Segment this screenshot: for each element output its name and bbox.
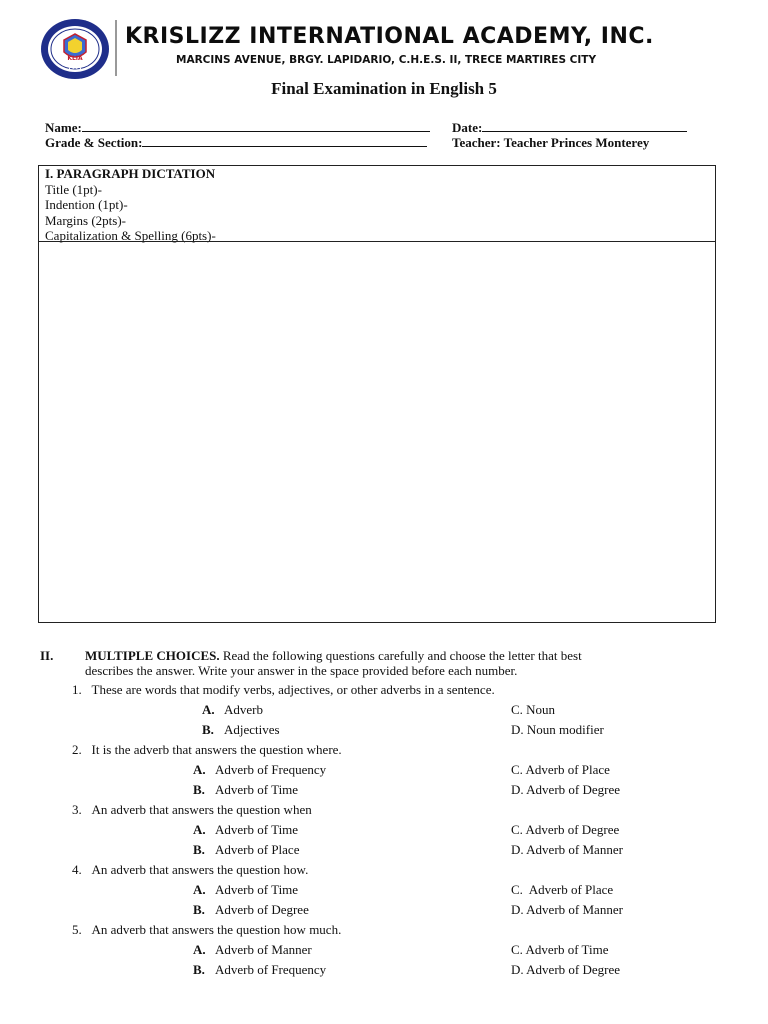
option-d[interactable]: D. Adverb of Degree (511, 782, 621, 797)
teacher-label: Teacher: Teacher Princes Monterey (452, 135, 650, 150)
question-text: These are words that modify verbs, adjectives, or other adverbs in a sentence. (91, 682, 495, 697)
option-b[interactable]: B. Adverb of Degree (193, 902, 309, 917)
section1-heading: I. PARAGRAPH DICTATION (45, 166, 216, 181)
question-5 (72, 922, 341, 938)
option-d[interactable]: D. Noun modifier (511, 722, 604, 737)
option-c[interactable]: C. Noun (511, 702, 556, 717)
question-number: 1. (72, 682, 82, 697)
section2-number: II. (40, 648, 54, 663)
criterion-indention: Indention (1pt)- (45, 197, 128, 212)
question-text: An adverb that answers the question how much. (91, 922, 342, 937)
dictation-writing-area[interactable] (38, 241, 716, 623)
criterion-title: Title (1pt)- (45, 181, 102, 197)
name-field[interactable] (45, 120, 430, 136)
option-d[interactable]: D. Adverb of Degree (511, 962, 621, 977)
grade-section-field[interactable] (45, 135, 427, 151)
option-a[interactable]: A. Adverb of Manner (193, 942, 312, 957)
name-blank[interactable] (82, 120, 430, 132)
date-label: Date: (452, 120, 483, 135)
option-a[interactable]: A. Adverb of Frequency (193, 762, 327, 777)
school-logo (40, 18, 110, 80)
grade-section-label: Grade & Section: (45, 135, 143, 150)
question-number: 3. (72, 802, 82, 817)
question-3 (72, 802, 312, 818)
instruction-line1: Read the following questions carefully and choose the letter that best (222, 648, 582, 663)
date-field[interactable] (452, 120, 687, 136)
grade-section-blank[interactable] (142, 135, 427, 147)
option-c[interactable]: C. Adverb of Place (511, 882, 614, 897)
option-b[interactable]: B. Adjectives (202, 722, 280, 737)
header-divider (115, 20, 117, 76)
school-name: KRISLIZZ INTERNATIONAL ACADEMY, INC. (125, 24, 654, 49)
exam-title: Final Examination in English 5 (271, 79, 497, 98)
question-text: An adverb that answers the question how. (91, 862, 309, 877)
option-c[interactable]: C. Adverb of Degree (511, 822, 620, 837)
option-b[interactable]: B. Adverb of Place (193, 842, 300, 857)
option-a[interactable]: A. Adverb of Time (193, 882, 299, 897)
question-text: An adverb that answers the question when (91, 802, 312, 817)
option-b[interactable]: B. Adverb of Frequency (193, 962, 327, 977)
svg-text:• • • •: • • • • (68, 66, 82, 71)
dictation-criteria-box (38, 165, 716, 242)
instruction-line2: describes the answer. Write your answer in the space provided before each number. (85, 663, 518, 678)
section2-heading: MULTIPLE CHOICES. (85, 648, 220, 663)
option-d[interactable]: D. Adverb of Manner (511, 902, 623, 917)
option-c[interactable]: C. Adverb of Place (511, 762, 610, 777)
name-label: Name: (45, 120, 82, 135)
section2-instructions (85, 648, 685, 678)
question-4 (72, 862, 308, 878)
date-blank[interactable] (482, 120, 687, 132)
question-1 (72, 682, 495, 698)
option-a[interactable]: A. Adverb (202, 702, 263, 717)
option-d[interactable]: D. Adverb of Manner (511, 842, 623, 857)
criterion-capitalization: Capitalization & Spelling (6pts)- (45, 228, 216, 243)
question-number: 4. (72, 862, 82, 877)
question-text: It is the adverb that answers the question where. (91, 742, 342, 757)
question-number: 5. (72, 922, 82, 937)
school-address: MARCINS AVENUE, BRGY. LAPIDARIO, C.H.E.S. II, TRECE MARTIRES CITY (176, 54, 597, 66)
option-c[interactable]: C. Adverb of Time (511, 942, 609, 957)
question-number: 2. (72, 742, 82, 757)
option-a[interactable]: A. Adverb of Time (193, 822, 299, 837)
logo-text: KLIA (67, 55, 83, 62)
question-2 (72, 742, 342, 758)
option-b[interactable]: B. Adverb of Time (193, 782, 299, 797)
criterion-margins: Margins (2pts)- (45, 212, 127, 228)
